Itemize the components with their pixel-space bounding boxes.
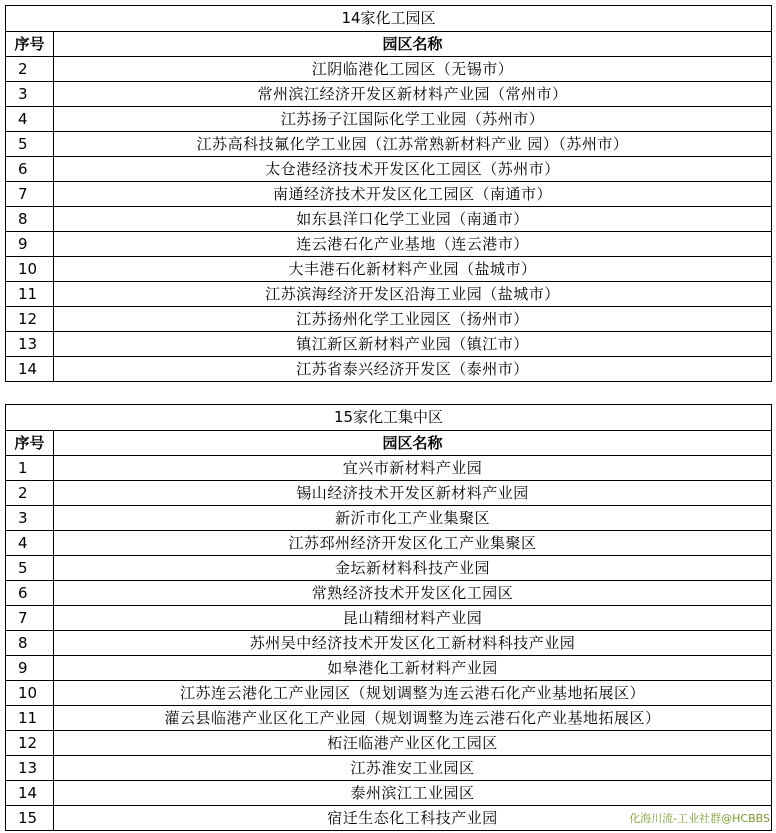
park-name: 连云港石化产业基地（连云港市） bbox=[54, 232, 772, 257]
table-row bbox=[6, 182, 772, 207]
park-name: 宜兴市新材料产业园 bbox=[54, 456, 772, 481]
park-name: 江苏邳州经济开发区化工产业集聚区 bbox=[54, 531, 772, 556]
table-row bbox=[6, 82, 772, 107]
chemical-park-table bbox=[5, 5, 772, 382]
table-row bbox=[6, 257, 772, 282]
row-number: 5 bbox=[6, 132, 54, 157]
row-number: 10 bbox=[6, 681, 54, 706]
row-number: 4 bbox=[6, 107, 54, 132]
table-row bbox=[6, 207, 772, 232]
table-row bbox=[6, 132, 772, 157]
table-row bbox=[6, 157, 772, 182]
park-name: 苏州吴中经济技术开发区化工新材料科技产业园 bbox=[54, 631, 772, 656]
park-name: 镇江新区新材料产业园（镇江市） bbox=[54, 332, 772, 357]
row-number: 13 bbox=[6, 332, 54, 357]
park-name: 大丰港石化新材料产业园（盐城市） bbox=[54, 257, 772, 282]
park-name: 锡山经济技术开发区新材料产业园 bbox=[54, 481, 772, 506]
table-row bbox=[6, 606, 772, 631]
table-title: 15家化工集中区 bbox=[6, 405, 772, 431]
table-row bbox=[6, 681, 772, 706]
row-number: 3 bbox=[6, 82, 54, 107]
row-number: 2 bbox=[6, 481, 54, 506]
row-number: 5 bbox=[6, 556, 54, 581]
chemical-cluster-table bbox=[5, 404, 772, 831]
table-row bbox=[6, 556, 772, 581]
table-row bbox=[6, 656, 772, 681]
park-name: 昆山精细材料产业园 bbox=[54, 606, 772, 631]
row-number: 11 bbox=[6, 282, 54, 307]
park-name: 常州滨江经济开发区新材料产业园（常州市） bbox=[54, 82, 772, 107]
table-row bbox=[6, 107, 772, 132]
table-row bbox=[6, 357, 772, 382]
row-number: 7 bbox=[6, 606, 54, 631]
park-name: 江苏扬子江国际化学工业园（苏州市） bbox=[54, 107, 772, 132]
row-number: 12 bbox=[6, 731, 54, 756]
column-header-name: 园区名称 bbox=[54, 431, 772, 456]
park-name: 常熟经济技术开发区化工园区 bbox=[54, 581, 772, 606]
table-row bbox=[6, 232, 772, 257]
row-number: 4 bbox=[6, 531, 54, 556]
table-title: 14家化工园区 bbox=[6, 6, 772, 32]
park-name: 新沂市化工产业集聚区 bbox=[54, 506, 772, 531]
row-number: 6 bbox=[6, 581, 54, 606]
row-number: 9 bbox=[6, 656, 54, 681]
park-name: 金坛新材料科技产业园 bbox=[54, 556, 772, 581]
table-row bbox=[6, 57, 772, 82]
park-name: 宿迁生态化工科技产业园 bbox=[54, 806, 772, 831]
row-number: 14 bbox=[6, 357, 54, 382]
row-number: 10 bbox=[6, 257, 54, 282]
row-number: 13 bbox=[6, 756, 54, 781]
park-name: 南通经济技术开发区化工园区（南通市） bbox=[54, 182, 772, 207]
row-number: 9 bbox=[6, 232, 54, 257]
park-name: 江苏高科技氟化学工业园（江苏常熟新材料产业 园）（苏州市） bbox=[54, 132, 772, 157]
column-header-name: 园区名称 bbox=[54, 32, 772, 57]
watermark-text: 化海川流-工业社群@HCBBS bbox=[629, 812, 770, 825]
park-name: 江苏淮安工业园区 bbox=[54, 756, 772, 781]
table-row bbox=[6, 706, 772, 731]
park-name: 江苏省泰兴经济开发区（泰州市） bbox=[54, 357, 772, 382]
row-number: 12 bbox=[6, 307, 54, 332]
table-row bbox=[6, 581, 772, 606]
row-number: 8 bbox=[6, 631, 54, 656]
park-name: 如皋港化工新材料产业园 bbox=[54, 656, 772, 681]
table-row bbox=[6, 481, 772, 506]
park-name: 太仓港经济技术开发区化工园区（苏州市） bbox=[54, 157, 772, 182]
table-row bbox=[6, 456, 772, 481]
park-name: 江苏滨海经济开发区沿海工业园（盐城市） bbox=[54, 282, 772, 307]
park-name: 泰州滨江工业园区 bbox=[54, 781, 772, 806]
table-row bbox=[6, 756, 772, 781]
table-row bbox=[6, 506, 772, 531]
row-number: 15 bbox=[6, 806, 54, 831]
table-row bbox=[6, 781, 772, 806]
table-row bbox=[6, 631, 772, 656]
park-name: 江苏扬州化学工业园区（扬州市） bbox=[54, 307, 772, 332]
row-number: 6 bbox=[6, 157, 54, 182]
table-row bbox=[6, 731, 772, 756]
table-row bbox=[6, 531, 772, 556]
row-number: 3 bbox=[6, 506, 54, 531]
table-row bbox=[6, 307, 772, 332]
park-name: 柘汪临港产业区化工园区 bbox=[54, 731, 772, 756]
row-number: 2 bbox=[6, 57, 54, 82]
row-number: 14 bbox=[6, 781, 54, 806]
park-name: 江苏连云港化工产业园区（规划调整为连云港石化产业基地拓展区） bbox=[54, 681, 772, 706]
park-name: 如东县洋口化学工业园（南通市） bbox=[54, 207, 772, 232]
column-header-number: 序号 bbox=[6, 431, 54, 456]
row-number: 11 bbox=[6, 706, 54, 731]
table-row bbox=[6, 332, 772, 357]
row-number: 1 bbox=[6, 456, 54, 481]
row-number: 8 bbox=[6, 207, 54, 232]
park-name: 江阴临港化工园区（无锡市） bbox=[54, 57, 772, 82]
column-header-number: 序号 bbox=[6, 32, 54, 57]
park-name: 灌云县临港产业区化工产业园（规划调整为连云港石化产业基地拓展区） bbox=[54, 706, 772, 731]
row-number: 7 bbox=[6, 182, 54, 207]
table-row bbox=[6, 282, 772, 307]
